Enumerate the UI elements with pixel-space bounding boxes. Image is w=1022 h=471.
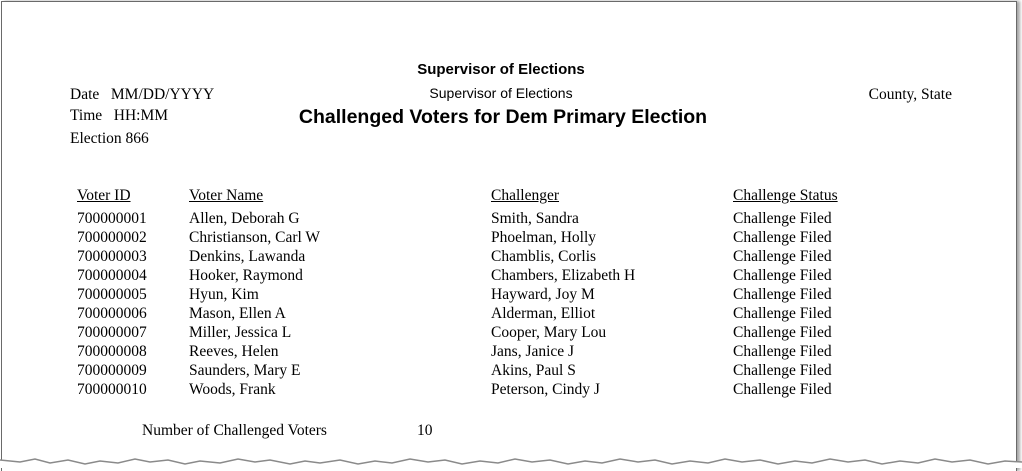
challenger-cell: Alderman, Elliot	[491, 305, 596, 322]
challenger-cell: Chambers, Elizabeth H	[491, 267, 636, 284]
time-row	[70, 106, 168, 125]
voter-name-cell: Reeves, Helen	[189, 343, 279, 360]
org-subtitle: Supervisor of Elections	[429, 85, 573, 101]
challenger-cell: Phoelman, Holly	[491, 229, 597, 246]
time-label: Time	[70, 107, 103, 124]
column-header-voter-id: Voter ID	[77, 187, 131, 204]
column-header-challenge-status: Challenge Status	[733, 187, 838, 204]
status-cell: Challenge Filed	[733, 362, 832, 379]
table-row	[0, 247, 1000, 266]
column-header-voter-name: Voter Name	[189, 187, 264, 204]
date-label: Date	[70, 86, 100, 103]
voter-name-cell: Miller, Jessica L	[189, 324, 292, 341]
election-row	[70, 129, 149, 148]
challenger-cell: Smith, Sandra	[491, 210, 579, 227]
challenger-cell: Peterson, Cindy J	[491, 381, 600, 398]
status-cell: Challenge Filed	[733, 267, 832, 284]
torn-edge	[0, 440, 1022, 468]
voter-id-cell: 700000001	[77, 210, 147, 227]
challenger-cell: Hayward, Joy M	[491, 286, 595, 303]
table-row	[0, 209, 1000, 228]
voter-name-cell: Denkins, Lawanda	[189, 248, 306, 265]
voter-id-cell: 700000003	[77, 248, 147, 265]
challenger-cell: Cooper, Mary Lou	[491, 324, 607, 341]
table-row	[0, 361, 1000, 380]
challenger-cell: Jans, Janice J	[491, 343, 575, 360]
challenger-cell: Akins, Paul S	[491, 362, 576, 379]
voter-name-cell: Allen, Deborah G	[189, 210, 300, 227]
org-title: Supervisor of Elections	[417, 61, 585, 78]
voter-name-cell: Hooker, Raymond	[189, 267, 303, 284]
status-cell: Challenge Filed	[733, 229, 832, 246]
date-row	[70, 85, 214, 104]
table-row	[0, 380, 1000, 399]
challenged-count-label: Number of Challenged Voters	[142, 422, 327, 439]
voter-table-body	[0, 209, 1000, 399]
date-value: MM/DD/YYYY	[110, 86, 215, 103]
column-header-challenger: Challenger	[491, 187, 560, 204]
time-value: HH:MM	[113, 107, 169, 124]
voter-id-cell: 700000008	[77, 343, 147, 360]
table-row	[0, 285, 1000, 304]
table-row	[0, 266, 1000, 285]
status-cell: Challenge Filed	[733, 248, 832, 265]
table-row	[0, 228, 1000, 247]
table-row	[0, 323, 1000, 342]
voter-id-cell: 700000002	[77, 229, 147, 246]
voter-name-cell: Mason, Ellen A	[189, 305, 286, 322]
voter-id-cell: 700000010	[77, 381, 147, 398]
status-cell: Challenge Filed	[733, 286, 832, 303]
table-row	[0, 342, 1000, 361]
county-state: County, State	[868, 86, 952, 103]
voter-name-cell: Saunders, Mary E	[189, 362, 301, 379]
status-cell: Challenge Filed	[733, 381, 832, 398]
table-row	[0, 304, 1000, 323]
challenged-count-value: 10	[417, 422, 433, 439]
report-title: Challenged Voters for Dem Primary Election	[298, 106, 708, 128]
election-label: Election	[70, 130, 122, 147]
status-cell: Challenge Filed	[733, 305, 832, 322]
challenger-cell: Chamblis, Corlis	[491, 248, 597, 265]
status-cell: Challenge Filed	[733, 343, 832, 360]
voter-name-cell: Christianson, Carl W	[189, 229, 321, 246]
status-cell: Challenge Filed	[733, 324, 832, 341]
voter-name-cell: Woods, Frank	[189, 381, 276, 398]
voter-id-cell: 700000004	[77, 267, 147, 284]
status-cell: Challenge Filed	[733, 210, 832, 227]
election-number: 866	[125, 130, 149, 147]
voter-id-cell: 700000009	[77, 362, 147, 379]
voter-name-cell: Hyun, Kim	[189, 286, 259, 303]
voter-id-cell: 700000006	[77, 305, 147, 322]
voter-id-cell: 700000005	[77, 286, 147, 303]
voter-id-cell: 700000007	[77, 324, 147, 341]
